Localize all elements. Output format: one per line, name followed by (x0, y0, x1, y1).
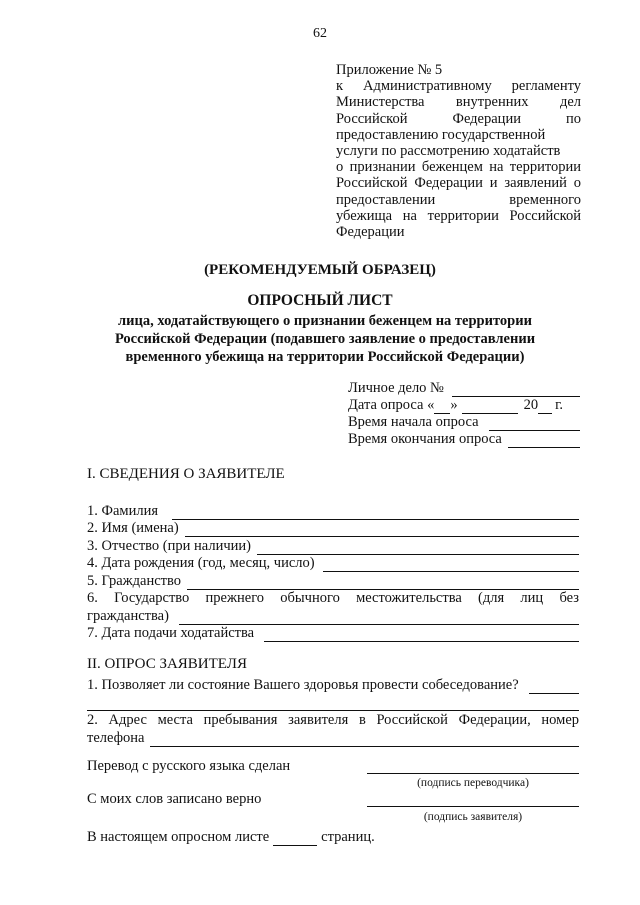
page-count-prefix: В настоящем опросном листе (87, 829, 270, 845)
applicant-caption: (подпись заявителя) (423, 811, 523, 823)
year-suffix: г. (555, 397, 564, 413)
annex-line: Российской Федерации и заявлений о (336, 175, 581, 192)
health-answer-line[interactable] (87, 700, 579, 711)
annex-line: услуги по рассмотрению ходатайств (336, 143, 561, 160)
patronymic-row (87, 537, 579, 555)
translator-signature-block (87, 758, 579, 794)
annex-line: убежища на территории Российской (336, 207, 581, 224)
case-number-field[interactable] (452, 384, 580, 397)
former-residence-label: 6. Государство прежнего обычного местожительства (для лиц без (87, 589, 579, 606)
surname-field[interactable] (172, 507, 579, 520)
year-field[interactable] (538, 401, 552, 414)
patronymic-field[interactable] (257, 542, 579, 555)
annex-line: предоставлению государственной (336, 126, 546, 143)
year-prefix: 20 (523, 397, 539, 413)
birth-date-row (87, 555, 579, 573)
former-residence-field[interactable] (179, 612, 579, 625)
start-time-label: Время начала опроса (348, 414, 479, 430)
field-label: 1. Фамилия (87, 502, 158, 519)
day-field[interactable] (434, 401, 450, 414)
application-date-row (87, 625, 579, 643)
annex-line: Министерства внутренних дел (336, 94, 581, 111)
health-row (87, 676, 579, 694)
translation-label: Перевод с русского языка сделан (87, 758, 291, 774)
case-number-row (348, 380, 580, 397)
interview-date-row (348, 397, 580, 414)
address-row (87, 730, 579, 748)
applicant-fields (87, 502, 579, 642)
surname-row (87, 502, 579, 520)
end-time-row (348, 431, 580, 448)
page-count (87, 829, 579, 846)
annex-line: Приложение № 5 (336, 62, 443, 78)
field-label: 4. Дата рождения (год, месяц, число) (87, 555, 315, 571)
page-number: 62 (313, 26, 327, 41)
section1-heading: I. СВЕДЕНИЯ О ЗАЯВИТЕЛЕ (87, 466, 285, 482)
translator-caption: (подпись переводчика) (417, 777, 529, 789)
translator-signature-field[interactable] (367, 773, 579, 774)
field-label: 2. Имя (имена) (87, 520, 179, 536)
question-address (87, 712, 579, 747)
field-label: 5. Гражданство (87, 572, 182, 589)
annex-line: к Административному регламенту (336, 78, 581, 95)
section2-heading: II. ОПРОС ЗАЯВИТЕЛЯ (87, 656, 247, 672)
citizenship-field[interactable] (187, 577, 579, 590)
verified-label: С моих слов записано верно (87, 791, 262, 807)
name-field[interactable] (185, 524, 579, 537)
field-label: 3. Отчество (при наличии) (87, 537, 251, 554)
date-prefix: Дата опроса « (348, 397, 435, 413)
form-title: ОПРОСНЫЙ ЛИСТ (247, 292, 393, 309)
case-number-label: Личное дело № (348, 380, 444, 396)
start-time-row (348, 414, 580, 431)
date-mid: » (450, 397, 458, 413)
annex-line: о признании беженцем на территории (336, 159, 581, 176)
question-text-continued: телефона (87, 730, 145, 746)
application-date-field[interactable] (264, 629, 579, 642)
health-answer-field[interactable] (529, 681, 579, 694)
question-health (87, 676, 579, 711)
sample-label: (РЕКОМЕНДУЕМЫЙ ОБРАЗЕЦ) (204, 262, 436, 278)
annex-reference (336, 62, 581, 240)
annex-line: предоставлении временного (336, 191, 581, 208)
annex-line: Федерации (336, 224, 405, 241)
applicant-signature-block (87, 791, 579, 827)
start-time-field[interactable] (489, 418, 580, 431)
birth-date-field[interactable] (323, 559, 579, 572)
form-subtitle: лица, ходатайствующего о признании беженцем на территории Российской Федерации (подавшего заявление о предоставлении временного убежища на территории Российской Федерации) (114, 313, 536, 365)
applicant-signature-field[interactable] (367, 806, 579, 807)
page-count-suffix: страниц. (321, 829, 375, 845)
month-field[interactable] (462, 401, 518, 414)
citizenship-row (87, 572, 579, 590)
field-label: гражданства) (87, 607, 169, 624)
question-text: 2. Адрес места пребывания заявителя в Российской Федерации, номер (87, 712, 579, 728)
name-row (87, 520, 579, 538)
end-time-label: Время окончания опроса (348, 431, 502, 447)
page-count-field[interactable] (273, 833, 317, 846)
address-field[interactable] (150, 734, 579, 747)
question-text: 1. Позволяет ли состояние Вашего здоровья провести собеседование? (87, 676, 519, 693)
end-time-field[interactable] (508, 435, 580, 448)
case-info (348, 380, 580, 448)
field-label: 7. Дата подачи ходатайства (87, 625, 255, 641)
page-count-row (87, 829, 579, 846)
former-residence-row (87, 607, 579, 625)
annex-line: Российской Федерации по (336, 110, 581, 127)
